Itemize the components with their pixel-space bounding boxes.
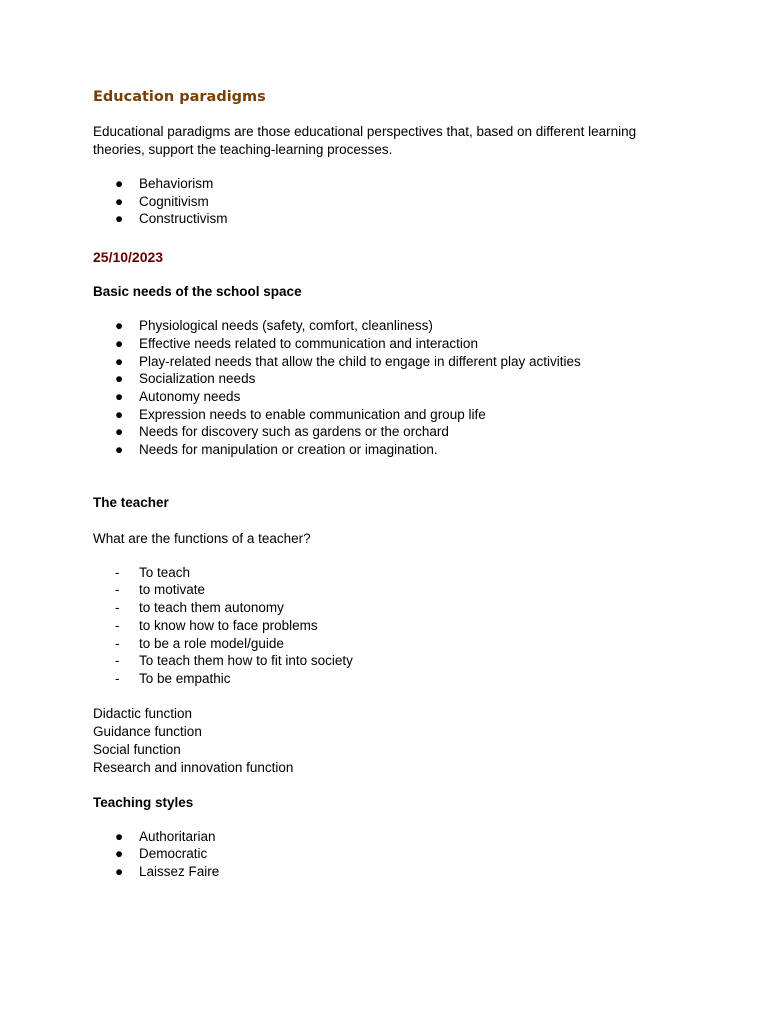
list-item-text: To be empathic xyxy=(139,670,231,686)
list-item-text: Physiological needs (safety, comfort, cleanliness) xyxy=(139,318,433,334)
list-item xyxy=(93,370,675,388)
list-item-text: Needs for discovery such as gardens or the orchard xyxy=(139,424,449,440)
list-item xyxy=(93,423,675,441)
teacher-functions-list xyxy=(93,564,675,688)
function-type-line: Research and innovation function xyxy=(93,759,294,775)
bullet-marker: ● xyxy=(115,176,124,191)
needs-list xyxy=(93,317,675,459)
bullet-marker: ● xyxy=(115,371,124,387)
bullet-marker: ● xyxy=(115,864,124,880)
bullet-marker: ● xyxy=(115,388,124,404)
needs-heading: Basic needs of the school space xyxy=(93,284,302,300)
bullet-marker: ● xyxy=(115,211,124,227)
function-type-line: Didactic function xyxy=(93,705,193,721)
list-item-text: Autonomy needs xyxy=(139,388,241,404)
bullet-marker: ● xyxy=(115,424,124,440)
bullet-marker: ● xyxy=(115,318,124,334)
list-item-text: to know how to face problems xyxy=(139,617,318,633)
dash-marker: - xyxy=(115,600,120,616)
date-heading: 25/10/2023 xyxy=(93,249,164,266)
paradigms-list xyxy=(93,175,675,228)
list-item-text: Socialization needs xyxy=(139,371,256,387)
list-item xyxy=(93,317,675,335)
dash-marker: - xyxy=(115,670,120,686)
bullet-marker: ● xyxy=(115,846,124,862)
list-item-text: To teach them how to fit into society xyxy=(139,653,353,669)
styles-heading: Teaching styles xyxy=(93,794,194,810)
list-item xyxy=(93,335,675,353)
bullet-marker: ● xyxy=(115,353,124,369)
bullet-marker: ● xyxy=(115,442,124,458)
list-item-text: Cognitivism xyxy=(139,193,209,209)
list-item-text: to teach them autonomy xyxy=(139,600,284,616)
bullet-marker: ● xyxy=(115,828,124,844)
document-title: Education paradigms xyxy=(93,89,266,105)
list-item xyxy=(93,581,675,599)
dash-marker: - xyxy=(115,653,120,669)
list-item-text: Needs for manipulation or creation or imagination. xyxy=(139,442,438,458)
dash-marker: - xyxy=(115,617,120,633)
function-types xyxy=(93,705,675,777)
teacher-question: What are the functions of a teacher? xyxy=(93,530,311,546)
list-item-text: Effective needs related to communication and interaction xyxy=(139,335,478,351)
list-item xyxy=(93,353,675,371)
list-item xyxy=(93,828,675,846)
list-item xyxy=(93,863,675,881)
intro-paragraph: Educational paradigms are those educational perspectives that, based on different learning theories, support the teaching-learning processes. xyxy=(93,124,637,157)
bullet-marker: ● xyxy=(115,193,124,209)
bullet-marker: ● xyxy=(115,406,124,422)
list-item xyxy=(93,564,675,582)
list-item xyxy=(93,652,675,670)
function-type-line: Social function xyxy=(93,741,181,757)
list-item xyxy=(93,406,675,424)
list-item-text: Democratic xyxy=(139,846,208,862)
list-item-text: to be a role model/guide xyxy=(139,635,284,651)
list-item xyxy=(93,670,675,688)
list-item xyxy=(93,175,675,193)
list-item xyxy=(93,388,675,406)
list-item xyxy=(93,599,675,617)
list-item xyxy=(93,617,675,635)
list-item xyxy=(93,210,675,228)
dash-marker: - xyxy=(115,582,120,598)
list-item-text: To teach xyxy=(139,564,191,580)
function-type-line: Guidance function xyxy=(93,723,202,739)
dash-marker: - xyxy=(115,635,120,651)
styles-list xyxy=(93,828,675,881)
list-item-text: Expression needs to enable communication and group life xyxy=(139,406,486,422)
list-item-text: Play-related needs that allow the child to engage in different play activities xyxy=(139,353,581,369)
list-item-text: to motivate xyxy=(139,582,206,598)
list-item-text: Behaviorism xyxy=(139,176,214,191)
list-item-text: Authoritarian xyxy=(139,828,216,844)
dash-marker: - xyxy=(115,564,120,580)
list-item xyxy=(93,635,675,653)
teacher-heading: The teacher xyxy=(93,494,169,510)
list-item-text: Laissez Faire xyxy=(139,864,220,880)
list-item xyxy=(93,845,675,863)
list-item xyxy=(93,193,675,211)
list-item xyxy=(93,441,675,459)
bullet-marker: ● xyxy=(115,335,124,351)
list-item-text: Constructivism xyxy=(139,211,228,227)
